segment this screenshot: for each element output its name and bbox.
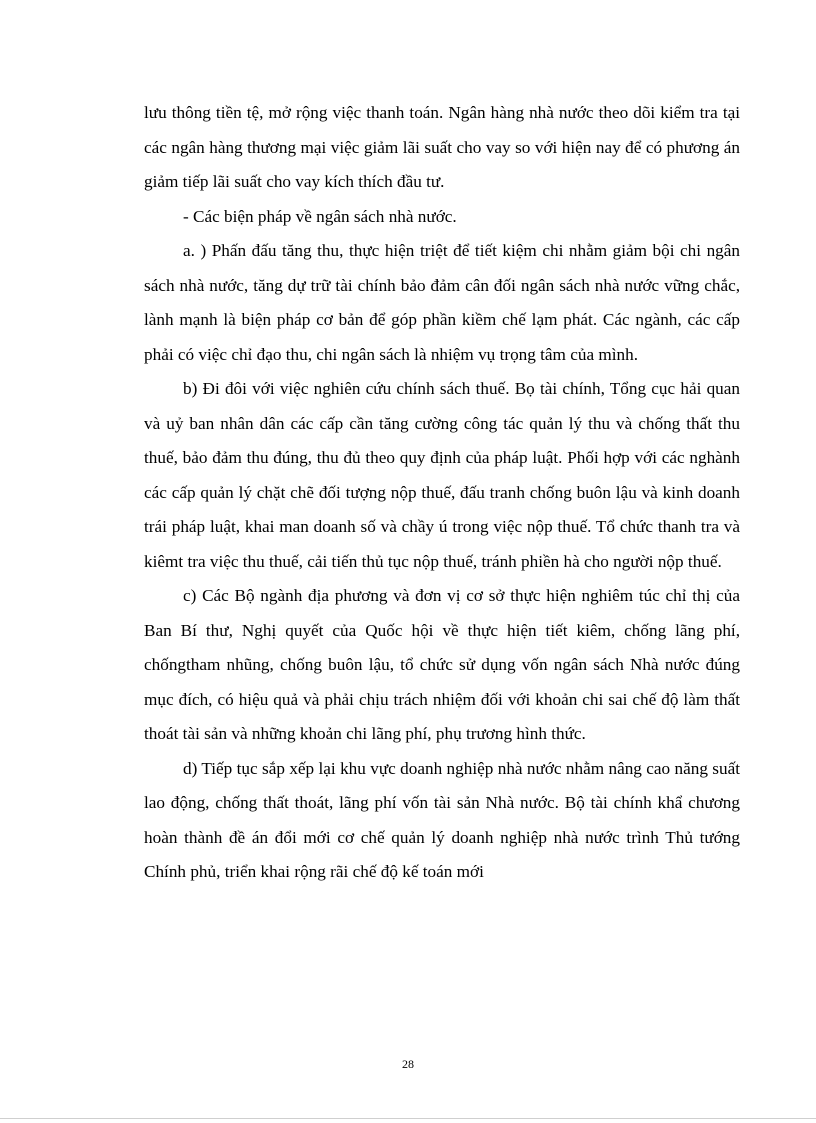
page-number: 28 <box>402 1057 414 1071</box>
paragraph-item-d: d) Tiếp tục sắp xếp lại khu vực doanh nghiệp nhà nước nhằm nâng cao năng suất lao động, chống thất thoát, lãng phí vốn tài sản Nhà nước. Bộ tài chính khẩ chương hoàn thành đề án đổi mới cơ chế quản lý doanh nghiệp nhà nước trình Thủ tướng Chính phủ, triển khai rộng rãi chế độ kế toán mới <box>144 758 740 881</box>
paragraph-item-b: b) Đi đôi với việc nghiên cứu chính sách thuế. Bọ tài chính, Tổng cục hải quan và uỷ ban nhân dân các cấp cần tăng cường công tác quản lý thu và chống thất thu thuế, bảo đảm thu đúng, thu đủ theo quy định của pháp luật. Phối hợp với các nghành các cấp quản lý chặt chẽ đối tượng nộp thuế, đấu tranh chống buôn lậu và kinh doanh trái pháp luật, khai man doanh số và chầy ú trong việc nộp thuế. Tổ chức thanh tra và kiêmt tra việc thu thuế, cải tiến thủ tục nộp thuế, tránh phiền hà cho người nộp thuế. <box>144 379 740 571</box>
body-text <box>144 96 740 890</box>
paragraph-continuation: lưu thông tiền tệ, mở rộng việc thanh toán. Ngân hàng nhà nước theo dõi kiểm tra tại các ngân hàng thương mại việc giảm lãi suất cho vay so với hiện nay để có phương án giảm tiếp lãi suất cho vay kích thích đầu tư. <box>144 103 740 191</box>
paragraph-item-c: c) Các Bộ ngành địa phương và đơn vị cơ sở thực hiện nghiêm túc chỉ thị của Ban Bí thư, Nghị quyết của Quốc hội về thực hiện tiết kiêm, chống lãng phí, chốngtham nhũng, chống buôn lậu, tổ chức sử dụng vốn ngân sách Nhà nước đúng mục đích, có hiệu quả và phải chịu trách nhiệm đối với khoản chi sai chế độ làm thất thoát tài sản và những khoản chi lãng phí, phụ trương hình thức. <box>144 586 740 743</box>
page-bottom-edge <box>0 1118 816 1119</box>
paragraph-item-a: a. ) Phấn đấu tăng thu, thực hiện triệt để tiết kiệm chi nhằm giảm bội chi ngân sách nhà nước, tăng dự trữ tài chính bảo đảm cân đối ngân sách nhà nước vững chắc, lành mạnh là biện pháp cơ bản để góp phần kiềm chế lạm phát. Các ngành, các cấp phải có việc chỉ đạo thu, chi ngân sách là nhiệm vụ trọng tâm của mình. <box>144 241 740 364</box>
paragraph-budget-heading: - Các biện pháp về ngân sách nhà nước. <box>183 206 457 226</box>
